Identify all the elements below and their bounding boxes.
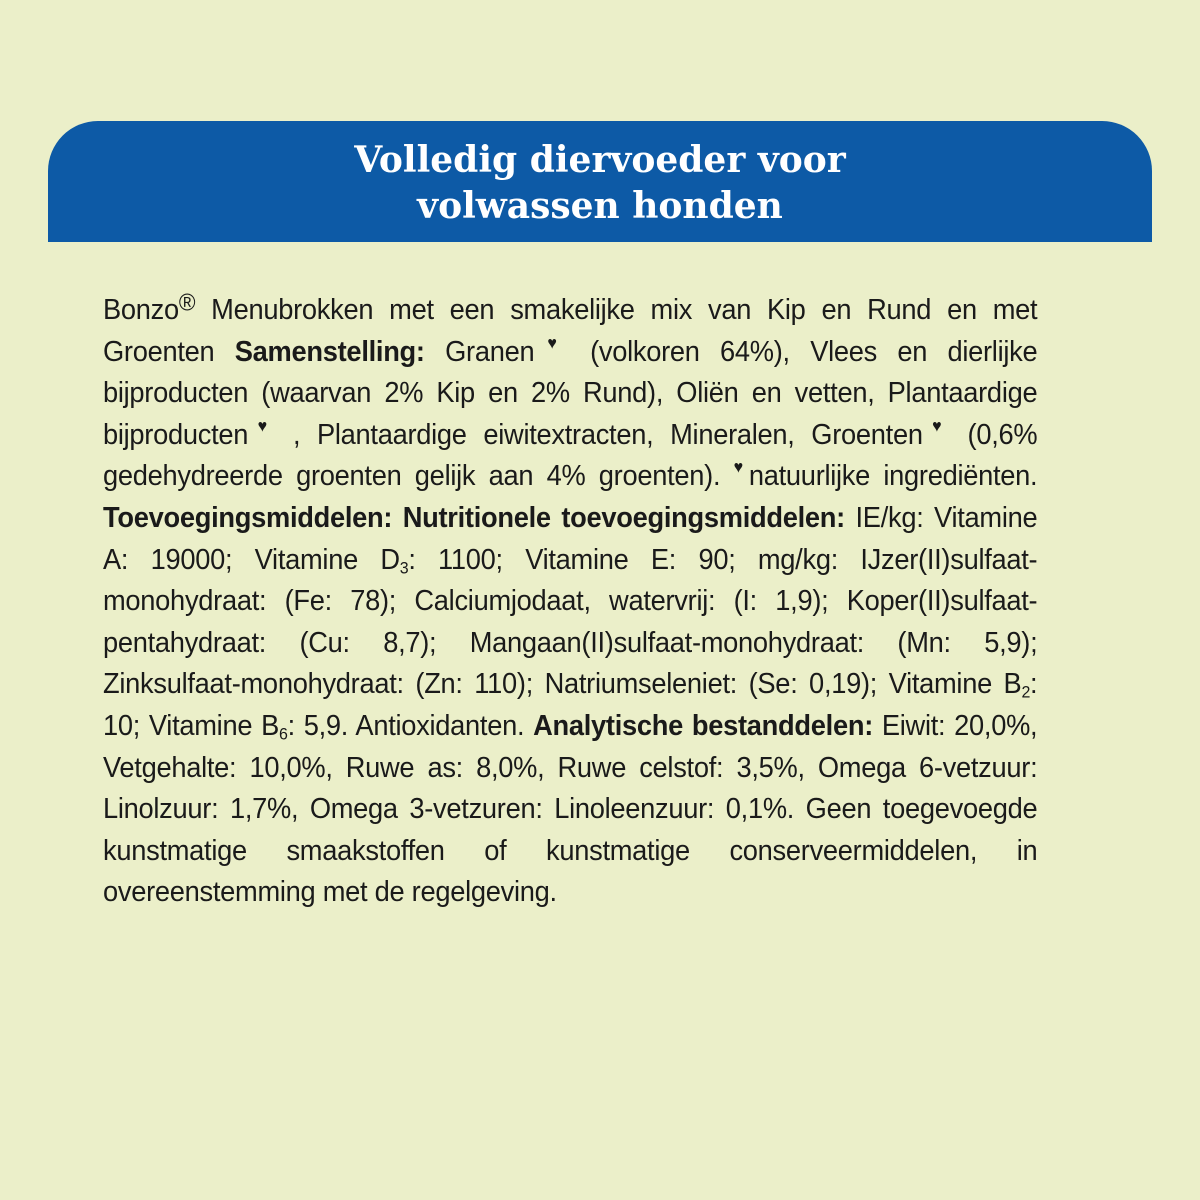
banner-title-line-2: volwassen honden bbox=[417, 185, 783, 227]
heart-icon: ♥ bbox=[733, 457, 749, 477]
natural-ingredients-note: natuurlijke ingrediënten. bbox=[748, 460, 1038, 493]
vitamin-d-subscript: 3 bbox=[399, 557, 409, 577]
vitamin-b2-subscript: 2 bbox=[1021, 682, 1031, 702]
analytic-text: Eiwit: 20,0%, Vetgehalte: 10,0%, Ruwe as: 8,0%, Ruwe celstof: 3,5%, Omega 6-vetzuur: Linolzuur: 1,7%, Omega 3-vetzuren: Linoleenzuur: 0,1%. Geen toegevoegde kunstmatige smaakstoffen of kunstmatige conserveermiddelen, in overeenstemming met de regelgeving. bbox=[103, 709, 1038, 909]
product-description: Menubrokken met een smakelijke mix van Kip en Rund en met Groenten bbox=[103, 294, 1038, 368]
banner-title-line-1: Volledig diervoeder voor bbox=[354, 139, 846, 181]
heart-icon: ♥ bbox=[534, 332, 570, 352]
additives-part-1: IE/kg: Vitamine A: 19000; Vitamine D bbox=[103, 501, 1038, 576]
heart-icon: ♥ bbox=[922, 416, 951, 436]
brand-name: Bonzo bbox=[103, 294, 179, 326]
additives-heading: Toevoegingsmiddelen: Nutritionele toevoegingsmiddelen: bbox=[103, 501, 845, 534]
additives-part-4: : 5,9. Antioxidanten. bbox=[287, 709, 525, 742]
additives-part-3: : 10; Vitamine B bbox=[103, 668, 1038, 742]
composition-part-3: , Plantaardige eiwitextracten, Mineralen, Groenten bbox=[292, 418, 923, 451]
additives-part-2: : 1100; Vitamine E: 90; mg/kg: IJzer(II)sulfaat-monohydraat: (Fe: 78); Calciumjodaat, watervrij: (I: 1,9); Koper(II)sulfaat-pentahydraat: (Cu: 8,7); Mangaan(II)sulfaat-monohydraat: (Mn: 5,9); Zinksulfaat-monohydraat: (Zn: 110); Natriumseleniet: (Se: 0,19); Vitamine B bbox=[103, 543, 1038, 701]
composition-part-4: (0,6% gedehydreerde groenten gelijk aan 4% groenten). bbox=[103, 418, 1038, 493]
composition-part-2: (volkoren 64%), Vlees en dierlijke bijproducten (waarvan 2% Kip en 2% Rund), Oliën en vetten, Plantaardige bijproducten bbox=[103, 335, 1038, 451]
title-banner bbox=[48, 121, 1152, 242]
ingredients-text-block bbox=[103, 290, 1037, 914]
analytic-heading: Analytische bestanddelen: bbox=[533, 709, 874, 742]
heart-icon: ♥ bbox=[248, 416, 277, 436]
vitamin-b6-subscript: 6 bbox=[278, 724, 288, 744]
composition-part-1: Granen bbox=[445, 335, 535, 368]
registered-mark-icon: ® bbox=[178, 289, 196, 317]
composition-heading: Samenstelling: bbox=[234, 335, 425, 368]
